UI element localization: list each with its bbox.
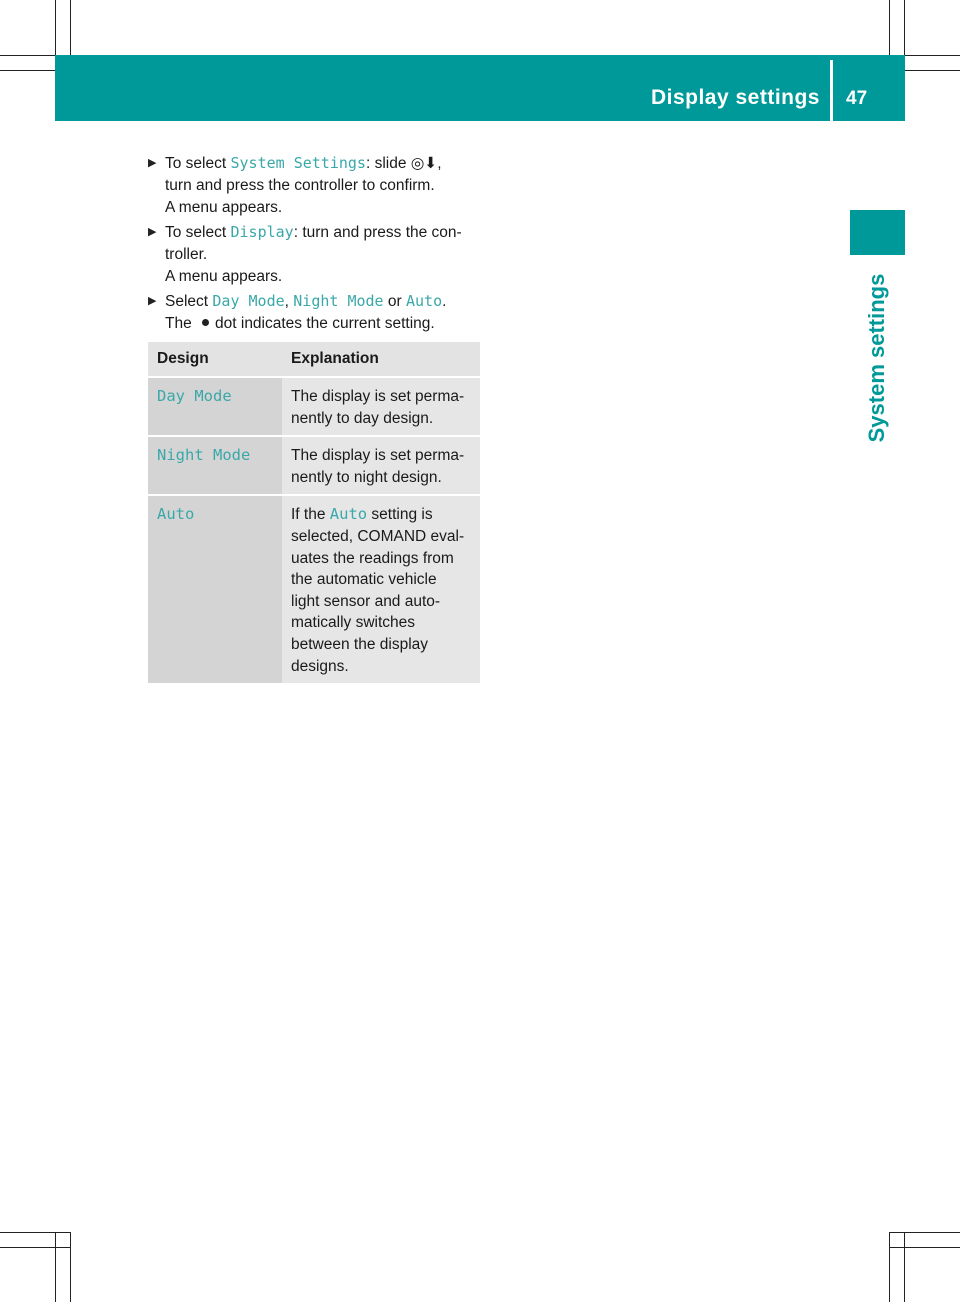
controller-slide-icon: ◎⬇ [410,155,438,172]
design-value: Auto [157,505,195,524]
column-header: Explanation [282,342,480,377]
step-2: ▶ To select Display: turn and press the con- troller. A menu appears. [148,223,462,285]
table-row [148,495,480,684]
crop-mark [55,1232,56,1302]
menu-key: Auto [329,505,368,524]
table-row [148,436,480,495]
explanation-cell: The display is set perma- nently to night design. [282,436,480,495]
crop-mark [889,1232,960,1233]
design-value: Day Mode [157,387,232,405]
header-divider [830,60,833,121]
crop-mark [70,1232,71,1302]
step-arrow-icon: ▶ [148,295,157,307]
table-row [148,377,480,436]
crop-mark [904,1232,905,1302]
menu-key: Day Mode [212,292,285,310]
step-1: ▶ To select System Settings: slide ◎⬇, turn and press the controller to confirm. A menu appears. [148,154,442,216]
section-tab [850,210,905,255]
step-arrow-icon: ▶ [148,226,157,238]
step-result: A menu appears. [165,199,283,216]
crop-mark [889,1247,960,1248]
menu-key: Display [230,223,294,241]
page-number: 47 [846,88,868,109]
menu-key: System Settings [230,154,366,172]
selection-dot-icon [202,319,209,326]
crop-mark [0,1232,70,1233]
table-header-row [148,342,480,377]
section-label: System settings [864,273,889,443]
page-title: Display settings [650,86,820,109]
explanation-cell: The display is set perma- nently to day design. [282,377,480,436]
instructions [148,152,488,337]
design-table [148,342,480,685]
explanation-cell: If the Auto setting is selected, COMAND eval- uates the readings from the automatic vehicle light sensor and auto- matically switches between the display designs. [282,495,480,684]
step-result: A menu appears. [165,268,283,285]
menu-key: Night Mode [293,292,384,310]
crop-mark [0,1247,70,1248]
crop-mark [889,1232,890,1302]
menu-key: Auto [405,292,443,310]
column-header: Design [148,342,282,377]
step-arrow-icon: ▶ [148,157,157,169]
design-value: Night Mode [157,446,251,465]
step-3: ▶ Select Day Mode, Night Mode or Auto. The dot indicates the current setting. [148,292,447,332]
